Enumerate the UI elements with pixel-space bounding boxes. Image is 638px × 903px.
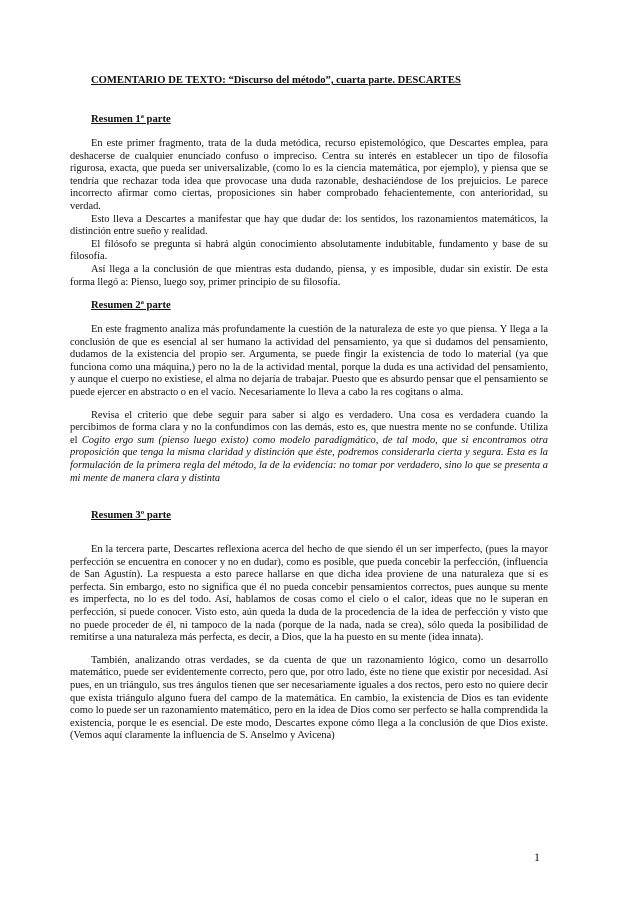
paragraph: Esto lleva a Descartes a manifestar que hay que dudar de: los sentidos, los razonamientos matemáticos, la distinción entre sueño y realidad. [70, 213, 548, 238]
section-heading-3: Resumen 3º parte [91, 510, 171, 521]
section-heading-1: Resumen 1ª parte [91, 114, 171, 125]
section-heading-2: Resumen 2ª parte [91, 300, 171, 311]
criterion-italic: Cogito ergo sum (pienso luego existo) como modelo paradigmático, de tal modo, que si encontramos otra proposición que tenga la misma claridad y distinción que éste, podremos considerarla cierta y segura. Esta es la formulación de la primera regla del método, la de la evidencia: no tomar por verdadero, sino lo que se presenta a mi mente de manera clara y distinta [70, 434, 548, 484]
criterion-paragraph [70, 410, 548, 486]
paragraph: El filósofo se pregunta si habrá algún conocimiento absolutamente indubitable, fundamento y base de su filosofía. [70, 238, 548, 263]
paragraph: En este primer fragmento, trata de la duda metódica, recurso epistemológico, que Descartes emplea, para deshacerse de cualquier enunciado confuso o impreciso. Centra su interés en establecer un tipo de filosofía rigurosa, exacta, que pueda ser universalizable, (como lo es la ciencia matemática, por ejemplo), y piensa que se tendría que rechazar toda idea que provocase una duda razonable, deshaciéndose de los prejuicios. Le parece incorrecto afirmar como ciertas, proposiciones sin haber comprobado fehacientemente, con anterioridad, su verdad. [70, 138, 548, 212]
paragraph: En la tercera parte, Descartes reflexiona acerca del hecho de que siendo él un ser imperfecto, (pues la mayor perfección se encuentra en conocer y no en dudar), como es posible, que pueda concebir la perfección, (influencia de San Agustín). La respuesta a esto parece hallarse en que dicha idea proviene de una naturaleza que sí es perfecta. Sin embargo, esto no significa que él no pueda concebir pensamientos correctos, pues aunque su mente es imperfecta, no lo es del todo. Así, hablamos de cosas como el cielo o el calor, ideas que no le superan en perfección, sí puede conocer. Visto esto, aún queda la duda de la procedencia de la idea de perfección y visto que no puede proceder de él, ni tampoco de la nada (porque de la nada, nada se crea), sólo queda la posibilidad de remitirse a una naturaleza más perfecta, es decir, a Dios, que la ha puesto en su mente (idea innata). [70, 544, 548, 644]
section-2-body [70, 324, 548, 485]
paragraph: También, analizando otras verdades, se da cuenta de que un razonamiento lógico, como un desarrollo matemático, puede ser evidentemente correcto, pero que, por otro lado, éste no tiene que existir por necesidad. Así pues, en un triángulo, sus tres ángulos tienen que ser necesariamente iguales a dos rectos, pero esto no quiere decir que exista triángulo alguno fuera del campo de la matemática. En cambio, la existencia de Dios es tan evidente como lo puede ser un razonamiento matemático, pero en la idea de Dios como ser perfecto se halla comprendida la existencia, porque le es esencial. De este modo, Descartes expone cómo llega a la conclusión de que Dios existe. (Vemos aquí claramente la influencia de S. Anselmo y Avicena) [70, 654, 548, 742]
page-number: 1 [534, 850, 540, 864]
section-3-body [70, 544, 548, 743]
criterion-intro: Revisa el criterio que debe seguir para saber si algo es verdadero. Una cosa es verdadera cuando la percibimos de forma clara y no la confundimos con las demás, esto es, que nuestra mente no se confunde. Utiliza el [70, 409, 548, 446]
section-1-body [70, 138, 548, 289]
paragraph: En este fragmento analiza más profundamente la cuestión de la naturaleza de este yo que piensa. Y llega a la conclusión de que es esencial al ser humano la actividad del pensamiento, ya que si dudamos del pensamiento, dudamos de la existencia del propio ser. Argumenta, se puede fingir la existencia de todo lo material (ya que funciona como una máquina,) pero no la de la actividad mental, porque la duda es una actividad del pensamiento, y aunque el cuerpo no existiese, el alma no dejaría de trabajar. Puesto que es absurdo pensar que el pensamiento se puede ejercer en abstracto o en el vacío. Necesariamente lo lleva a cabo la res cogitans o alma. [70, 324, 548, 398]
document-title: COMENTARIO DE TEXTO: “Discurso del método”, cuarta parte. DESCARTES [91, 75, 461, 86]
paragraph: Así llega a la conclusión de que mientras esta dudando, piensa, y es imposible, dudar sin existir. De esta forma llegó a: Pienso, luego soy, primer principio de su filosofía. [70, 263, 548, 288]
